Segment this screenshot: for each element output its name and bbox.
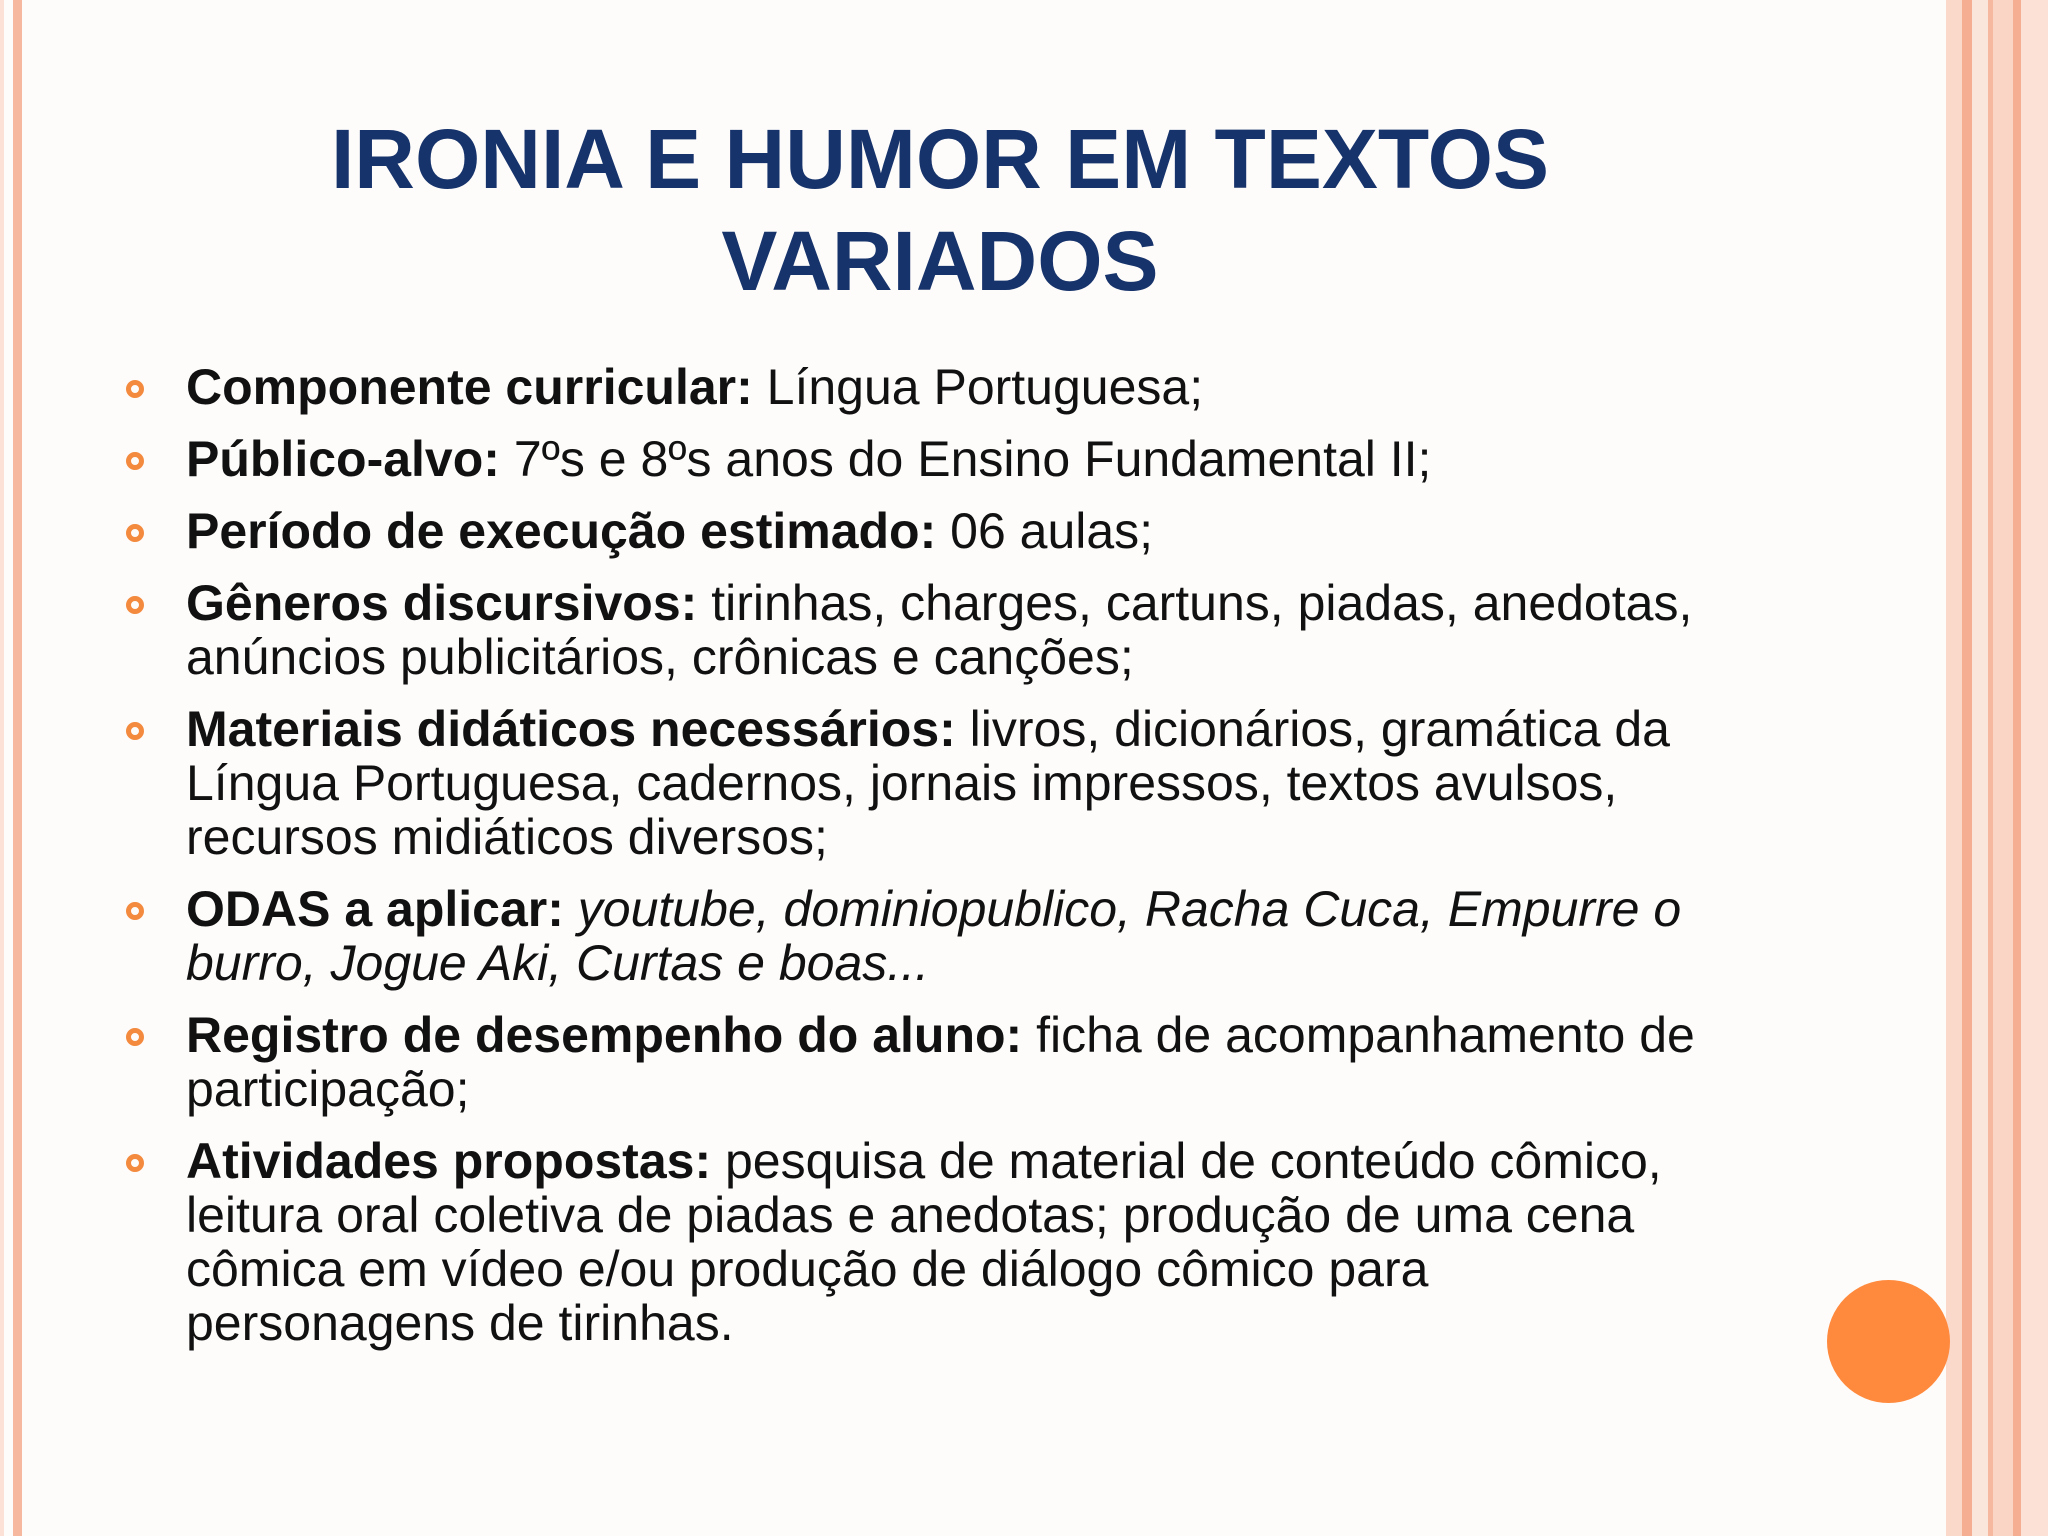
list-item-componente-curricular [122,360,1722,414]
bullet-list [122,360,1722,1368]
slide-title [220,108,1660,312]
item-label: Período de execução estimado: [186,503,937,559]
item-label: Gêneros discursivos: [186,575,698,631]
right-border-stripe [1972,0,1988,1536]
item-text: tirinhas, charges, cartuns, piadas, anedotas, anúncios publicitários, crônicas e canções; [186,575,1693,685]
right-border-stripe [2021,0,2048,1536]
list-item-atividades-propostas [122,1134,1722,1350]
item-text: ficha de acompanhamento de participação; [186,1007,1695,1117]
ring-bullet-icon [126,902,144,920]
item-text: pesquisa de material de conteúdo cômico, leitura oral coletiva de piadas e anedotas; produção de uma cena cômica em vídeo e/ou produção de diálogo cômico para personagens de tirinhas. [186,1133,1662,1351]
slide-title-line-1: IRONIA E HUMOR EM TEXTOS [330,112,1550,206]
list-item-materiais-didaticos [122,702,1722,864]
list-item-generos-discursivos [122,576,1722,684]
list-item-periodo-execucao [122,504,1722,558]
ring-bullet-icon [126,1028,144,1046]
item-text: youtube, dominiopublico, Racha Cuca, Empurre o burro, Jogue Aki, Curtas e boas... [186,881,1682,991]
list-item-odas [122,882,1722,990]
ring-bullet-icon [126,1154,144,1172]
decorative-orange-circle [1827,1280,1950,1403]
list-item-registro-desempenho [122,1008,1722,1116]
ring-bullet-icon [126,722,144,740]
slide-title-line-2: VARIADOS [721,214,1159,308]
ring-bullet-icon [126,524,144,542]
item-label: Componente curricular: [186,359,753,415]
right-border-stripe [1962,0,1972,1536]
item-label: ODAS a aplicar: [186,881,564,937]
right-border-stripe [1946,0,1962,1536]
left-border-stripe [13,0,22,1536]
item-text: Língua Portuguesa; [752,359,1204,415]
item-text: 06 aulas; [936,503,1154,559]
ring-bullet-icon [126,380,144,398]
list-item-publico-alvo [122,432,1722,486]
item-label: Público-alvo: [186,431,500,487]
item-label: Materiais didáticos necessários: [186,701,956,757]
item-label: Atividades propostas: [186,1133,712,1189]
ring-bullet-icon [126,596,144,614]
item-text: 7ºs e 8ºs anos do Ensino Fundamental II; [499,431,1432,487]
right-border-stripe [1993,0,2013,1536]
ring-bullet-icon [126,452,144,470]
item-text: livros, dicionários, gramática da Língua Portuguesa, cadernos, jornais impressos, textos avulsos, recursos midiáticos diversos; [186,701,1670,865]
left-border-stripe [0,0,4,1536]
right-border-stripe [2013,0,2021,1536]
item-label: Registro de desempenho do aluno: [186,1007,1023,1063]
